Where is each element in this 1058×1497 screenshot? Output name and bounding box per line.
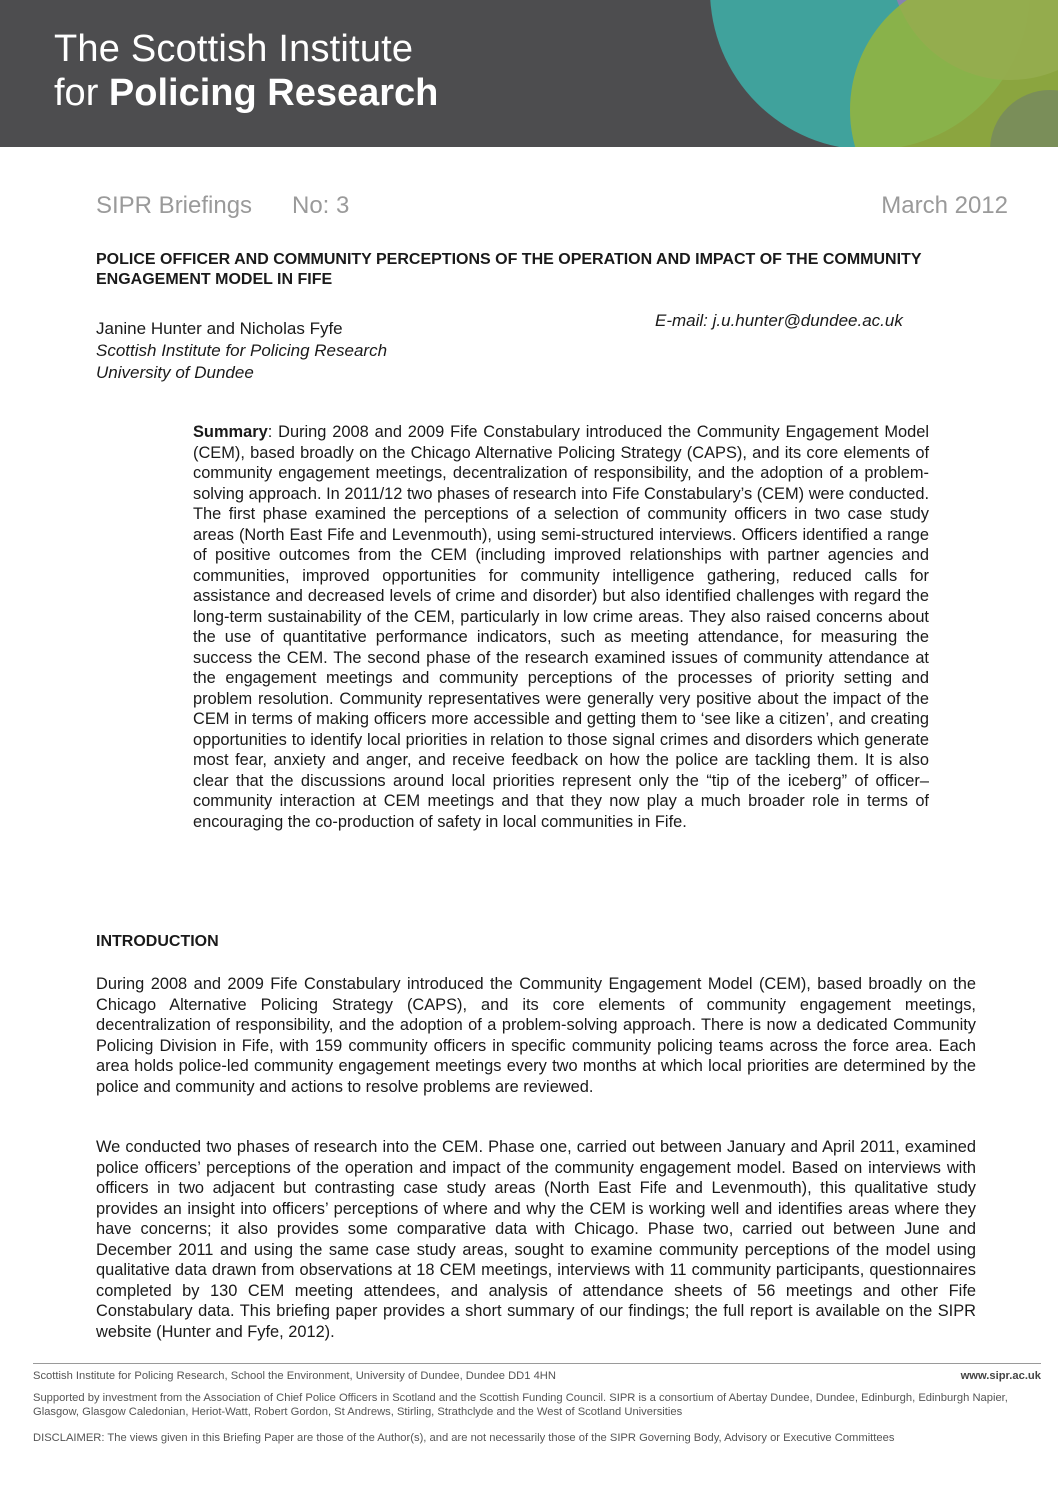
brand-line-2-bold: Policing Research [108,72,439,114]
issue-number: No: 3 [292,192,350,219]
header-banner [0,0,1058,147]
footer-address-row [33,1369,1041,1383]
summary-paragraph [193,422,929,832]
affiliation-university: University of Dundee [96,363,254,382]
publication-date: March 2012 [881,192,1008,219]
introduction-paragraph-1: During 2008 and 2009 Fife Constabulary introduced the Community Engagement Model (CEM), based broadly on the Chicago Alternative Policing Strategy (CAPS), and its core elements of community engagement meetings, decentralization of responsibility, and the adoption of a problem-solving approach. There is now a dedicated Community Policing Division in Fife, with 159 community officers in specific community policing teams across the force area. Each area holds police-led community engagement meetings every two months at which local priorities are determined by the police and community and actions to resolve problems are reviewed. [96,975,976,1096]
brand-line-1: The Scottish Institute [54,28,414,70]
brand-line-2 [54,74,438,112]
institute-logo [54,30,438,112]
summary-label: Summary [193,423,268,441]
introduction-heading: INTRODUCTION [96,933,219,950]
footer-support: Supported by investment from the Association of Chief Police Officers in Scotland and the Scottish Funding Council. SIPR is a consortium of Abertay Dundee, Dundee, Edinburgh, Edinburgh Napier, Glasgow, Glasgow Caledonian, Heriot-Watt, Robert Gordon, St Andrews, Stirling, Strathclyde and the West of Scotland Universities [33,1392,1008,1418]
brand-line-2-prefix: for [54,72,109,114]
document-title: POLICE OFFICER AND COMMUNITY PERCEPTIONS OF THE OPERATION AND IMPACT OF THE COMMUNITY ENGAGEMENT MODEL IN FIFE [96,251,922,288]
footer-address: Scottish Institute for Policing Research, School the Environment, University of Dundee, Dundee DD1 4HN [33,1370,556,1382]
briefing-meta [96,192,1008,224]
author-block [96,318,387,384]
summary-text: : During 2008 and 2009 Fife Constabulary introduced the Community Engagement Model (CEM), based broadly on the Chicago Alternative Policing Strategy (CAPS), and its core elements of community engagement meetings, decentralization of responsibility, and the adoption of a problem-solving approach. In 2011/12 two phases of research into Fife Constabulary’s (CEM) were conducted. The first phase examined the perceptions of a selection of community officers in two case study areas (North East Fife and Levenmouth), using semi-structured interviews. Officers identified a range of positive outcomes from the CEM (including improved relationships with partner agencies and communities, improved opportunities for community intelligence gathering, reduced calls for assistance and decreased levels of crime and disorder) but also identified challenges with regard the long-term sustainability of the CEM, particularly in low crime areas. They also raised concerns about the use of quantitative performance indicators, such as meeting attendance, for measuring the success the CEM. The second phase of the research examined issues of community attendance at the engagement meetings and community perceptions of the processes of priority setting and problem resolution. Community representatives were generally very positive about the impact of the CEM in terms of making officers more accessible and getting them to ‘see like a citizen’, and creating opportunities to identify local priorities in relation to those signal crimes and disorders which generate most fear, anxiety and anger, and receive feedback on how the police are tackling them. It is also clear that the discussions around local priorities represent only the “tip of the iceberg” of officer–community interaction at CEM meetings and that they now play a much broader role in terms of encouraging the co-production of safety in local communities in Fife. [193,423,929,831]
footer-website-link[interactable]: www.sipr.ac.uk [960,1370,1041,1382]
series-name: SIPR Briefings [96,192,253,219]
author-email[interactable]: E-mail: j.u.hunter@dundee.ac.uk [655,311,903,330]
footer-divider [33,1363,1041,1364]
affiliation-institute: Scottish Institute for Policing Research [96,341,388,360]
footer-disclaimer: DISCLAIMER: The views given in this Briefing Paper are those of the Author(s), and are not necessarily those of the SIPR Governing Body, Advisory or Executive Committees [33,1432,895,1444]
author-names: Janine Hunter and Nicholas Fyfe [96,319,343,338]
introduction-paragraph-2: We conducted two phases of research into the CEM. Phase one, carried out between January and April 2011, examined police officers’ perceptions of the operation and impact of the community engagement model. Based on interviews with officers in two adjacent but contrasting case study areas (North East Fife and Levenmouth), this qualitative study provides an insight into officers’ perceptions of where and why the CEM is working well and identifies areas where they have concerns; it also provides some comparative data with Chicago. Phase two, carried out between June and December 2011 and using the same case study areas, sought to examine community perceptions of the model using qualitative data drawn from observations at 18 CEM meetings, interviews with 11 community participants, questionnaires completed by 130 CEM meeting attendees, and analysis of attendance sheets of 56 meetings and other Fife Constabulary data. This briefing paper provides a short summary of our findings; the full report is available on the SIPR website (Hunter and Fyfe, 2012). [96,1138,976,1341]
